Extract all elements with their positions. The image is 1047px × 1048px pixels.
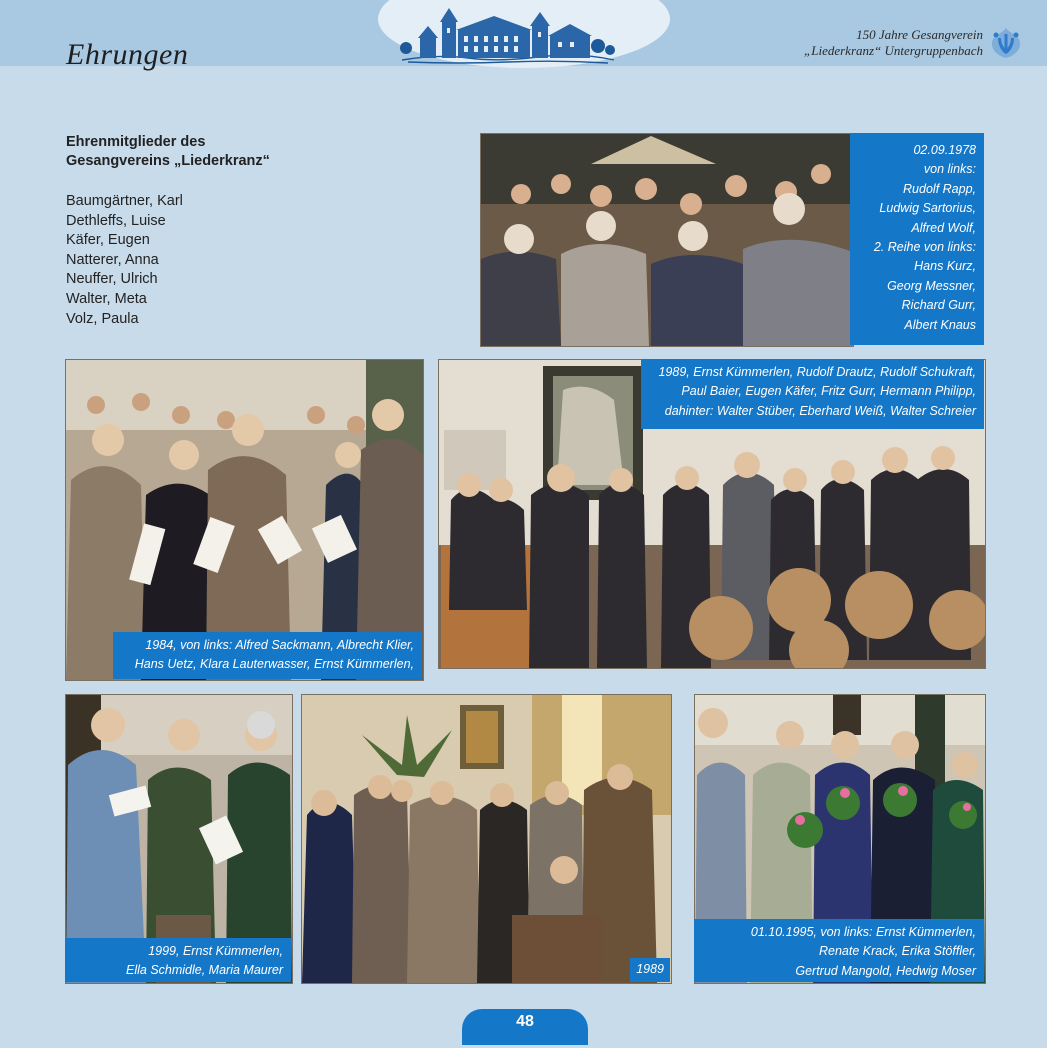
caption-line: 1989, Ernst Kümmerlen, Rudolf Drautz, Rudolf Schukraft, <box>658 365 976 379</box>
castle-illustration <box>398 4 618 66</box>
caption-line: Paul Baier, Eugen Käfer, Fritz Gurr, Hermann Philipp, <box>681 384 976 399</box>
caption-line: Ludwig Sartorius, <box>879 201 976 216</box>
honorary-members-heading <box>66 133 270 171</box>
book-title <box>804 27 983 59</box>
page-title: Ehrungen <box>66 38 189 71</box>
member-name: Walter, Meta <box>66 290 147 307</box>
caption-line: 01.10.1995, von links: Ernst Kümmerlen, <box>750 925 976 939</box>
photo-1989-hall <box>301 694 672 984</box>
book-title-line-2: „Liederkranz“ Untergruppenbach <box>804 43 983 58</box>
caption-1978 <box>850 133 984 345</box>
caption-line: Rudolf Rapp, <box>903 181 976 196</box>
heading-line-2: Gesangvereins „Liederkranz“ <box>66 153 270 169</box>
photo-1978-group <box>480 133 854 347</box>
member-name: Natterer, Anna <box>66 251 159 268</box>
caption-line: Hans Kurz, <box>914 259 976 274</box>
caption-line: Albert Knaus <box>904 317 976 332</box>
caption-line: von links: <box>923 162 976 177</box>
caption-1989-group <box>641 359 984 429</box>
caption-1999 <box>65 938 291 982</box>
caption-line: 1999, Ernst Kümmerlen, <box>148 944 283 958</box>
member-name: Volz, Paula <box>66 310 139 327</box>
caption-line: 2. Reihe von links: <box>873 240 976 255</box>
member-name: Käfer, Eugen <box>66 232 150 249</box>
caption-line: Renate Krack, Erika Stöffler, <box>818 944 976 959</box>
caption-line: Georg Messner, <box>887 278 976 293</box>
caption-line: 1989 <box>636 962 664 976</box>
book-title-line-1: 150 Jahre Gesangverein <box>856 27 983 42</box>
caption-line: Ella Schmidle, Maria Maurer <box>126 963 283 978</box>
page-number: 48 <box>462 1009 588 1045</box>
caption-line: 1984, von links: Alfred Sackmann, Albrecht Klier, <box>145 638 414 652</box>
member-name: Baumgärtner, Karl <box>66 193 183 209</box>
caption-line: Gertrud Mangold, Hedwig Moser <box>795 963 976 978</box>
caption-line: Hans Uetz, Klara Lauterwasser, Ernst Kümmerlen, <box>134 657 414 672</box>
caption-1984 <box>113 632 422 679</box>
heading-line-1: Ehrenmitglieder des <box>66 134 206 150</box>
caption-line: Richard Gurr, <box>901 298 976 313</box>
caption-1989-hall <box>630 958 670 982</box>
honorary-members-list <box>66 192 183 329</box>
caption-line: Alfred Wolf, <box>911 220 976 235</box>
caption-1995 <box>694 919 984 982</box>
caption-line: dahinter: Walter Stüber, Eberhard Weiß, Walter Schreier <box>664 403 976 418</box>
caption-line: 02.09.1978 <box>913 143 976 157</box>
member-name: Dethleffs, Luise <box>66 212 166 229</box>
member-name: Neuffer, Ulrich <box>66 271 158 288</box>
choir-lyre-logo <box>988 26 1024 60</box>
